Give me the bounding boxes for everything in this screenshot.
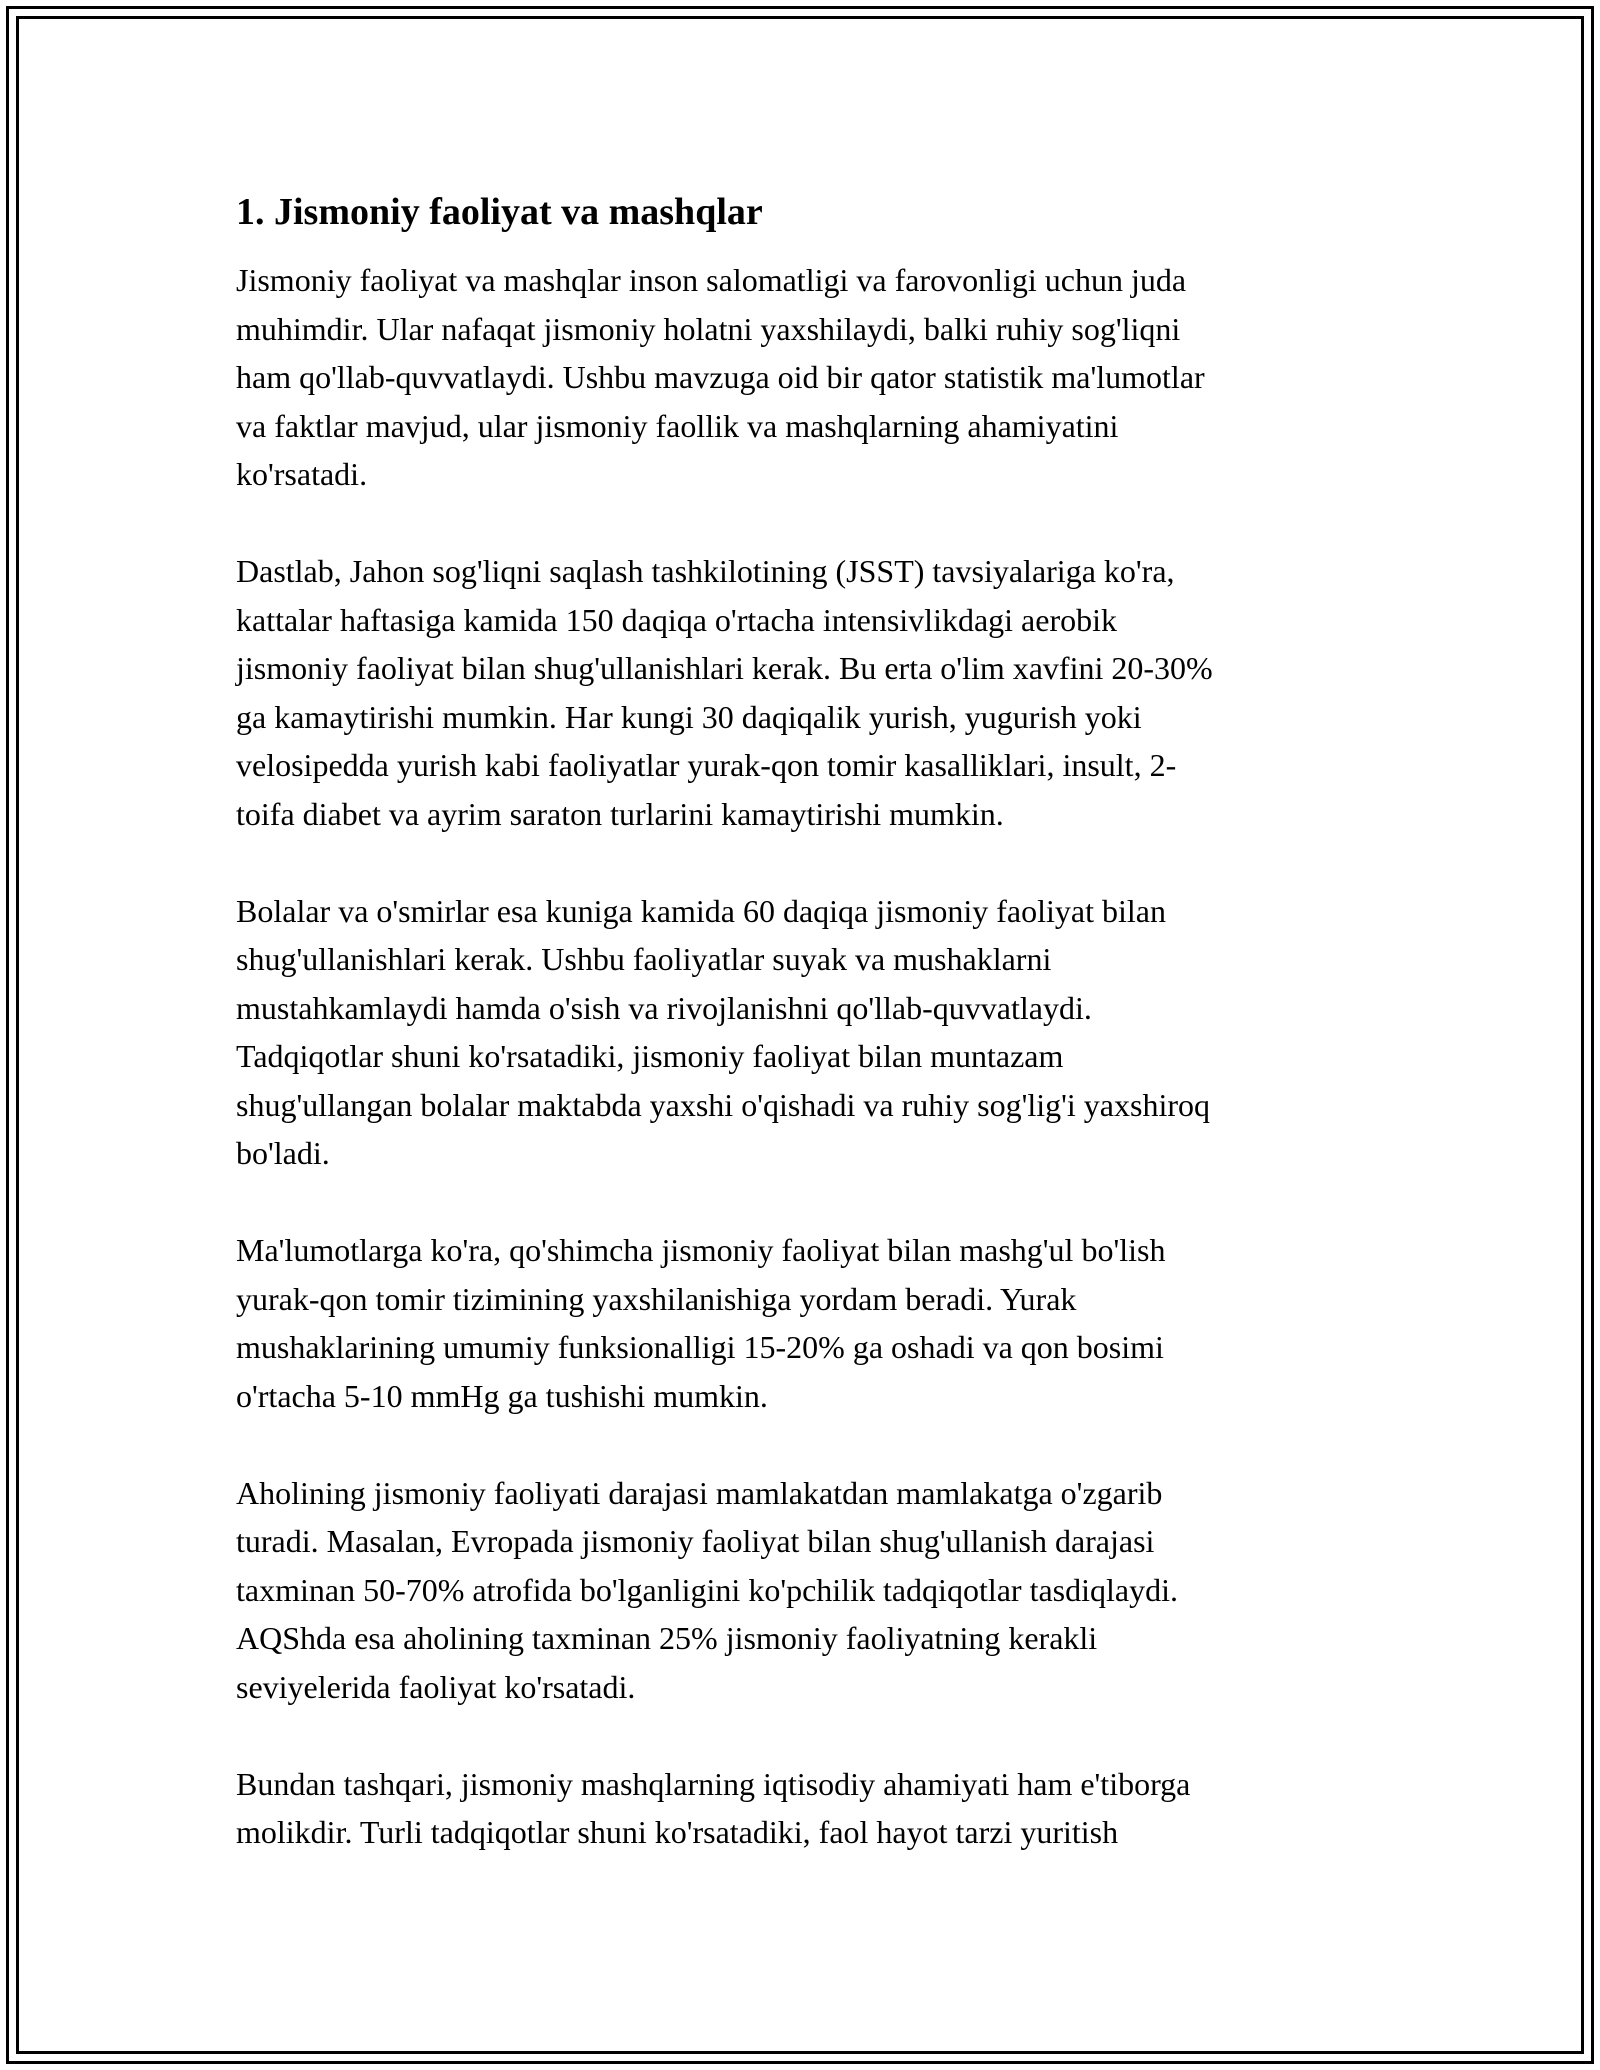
text-line: ga kamaytirishi mumkin. Har kungi 30 daqiqalik yurish, yugurish yoki (236, 698, 1142, 735)
text-line: shug'ullangan bolalar maktabda yaxshi o'qishadi va ruhiy sog'lig'i yaxshiroq (236, 1086, 1210, 1123)
text-line: muhimdir. Ular nafaqat jismoniy holatni yaxshilaydi, balki ruhiy sog'liqni (236, 310, 1181, 347)
text-line: Ma'lumotlarga ko'ra, qo'shimcha jismoniy faoliyat bilan mashg'ul bo'lish (236, 1232, 1166, 1268)
section-heading: 1. Jismoniy faoliyat va mashqlar (236, 191, 763, 233)
text-line: turadi. Masalan, Evropada jismoniy faoliyat bilan shug'ullanish darajasi (236, 1523, 1155, 1559)
paragraph-1 (236, 256, 1356, 499)
text-line: ko'rsatadi. (236, 456, 368, 492)
text-line: taxminan 50-70% atrofida bo'lganligini ko'pchilik tadqiqotlar tasdiqlaydi. (236, 1571, 1178, 1608)
paragraph-5 (236, 1469, 1356, 1712)
text-line: Bolalar va o'smirlar esa kuniga kamida 60 daqiqa jismoniy faoliyat bilan (236, 892, 1166, 929)
text-line: va faktlar mavjud, ular jismoniy faollik va mashqlarning ahamiyatini (236, 407, 1119, 444)
text-line: shug'ullanishlari kerak. Ushbu faoliyatlar suyak va mushaklarni (236, 941, 1052, 977)
text-line: yurak-qon tomir tizimining yaxshilanishiga yordam beradi. Yurak (236, 1280, 1077, 1317)
text-line: o'rtacha 5-10 mmHg ga tushishi mumkin. (236, 1377, 768, 1414)
paragraph-3 (236, 887, 1356, 1178)
paragraph-6 (236, 1760, 1356, 1857)
text-line: ham qo'llab-quvvatlaydi. Ushbu mavzuga oid bir qator statistik ma'lumotlar (236, 359, 1205, 395)
paragraph-4 (236, 1226, 1356, 1420)
text-line: Bundan tashqari, jismoniy mashqlarning iqtisodiy ahamiyati ham e'tiborga (236, 1765, 1191, 1802)
paragraph-2 (236, 547, 1356, 838)
text-line: seviyelerida faoliyat ko'rsatadi. (236, 1668, 636, 1705)
text-line: velosipedda yurish kabi faoliyatlar yurak-qon tomir kasalliklari, insult, 2- (236, 747, 1177, 783)
text-line: Dastlab, Jahon sog'liqni saqlash tashkilotining (JSST) tavsiyalariga ko'ra, (236, 553, 1175, 589)
text-line: Jismoniy faoliyat va mashqlar inson salomatligi va farovonligi uchun juda (236, 262, 1187, 298)
text-line: Aholining jismoniy faoliyati darajasi mamlakatdan mamlakatga o'zgarib (236, 1474, 1163, 1511)
text-line: toifa diabet va ayrim saraton turlarini kamaytirishi mumkin. (236, 795, 1004, 832)
text-line: bo'ladi. (236, 1135, 330, 1171)
document-body (236, 186, 1356, 1905)
text-line: mushaklarining umumiy funksionalligi 15-20% ga oshadi va qon bosimi (236, 1329, 1164, 1365)
text-line: AQShda esa aholining taxminan 25% jismoniy faoliyatning kerakli (236, 1620, 1098, 1656)
text-line: mustahkamlaydi hamda o'sish va rivojlanishni qo'llab-quvvatlaydi. (236, 989, 1092, 1026)
text-line: Tadqiqotlar shuni ko'rsatadiki, jismoniy faoliyat bilan muntazam (236, 1038, 1064, 1074)
text-line: molikdir. Turli tadqiqotlar shuni ko'rsatadiki, faol hayot tarzi yuritish (236, 1814, 1119, 1850)
text-line: jismoniy faoliyat bilan shug'ullanishlari kerak. Bu erta o'lim xavfini 20-30% (236, 650, 1213, 686)
text-line: kattalar haftasiga kamida 150 daqiqa o'rtacha intensivlikdagi aerobik (236, 601, 1117, 638)
